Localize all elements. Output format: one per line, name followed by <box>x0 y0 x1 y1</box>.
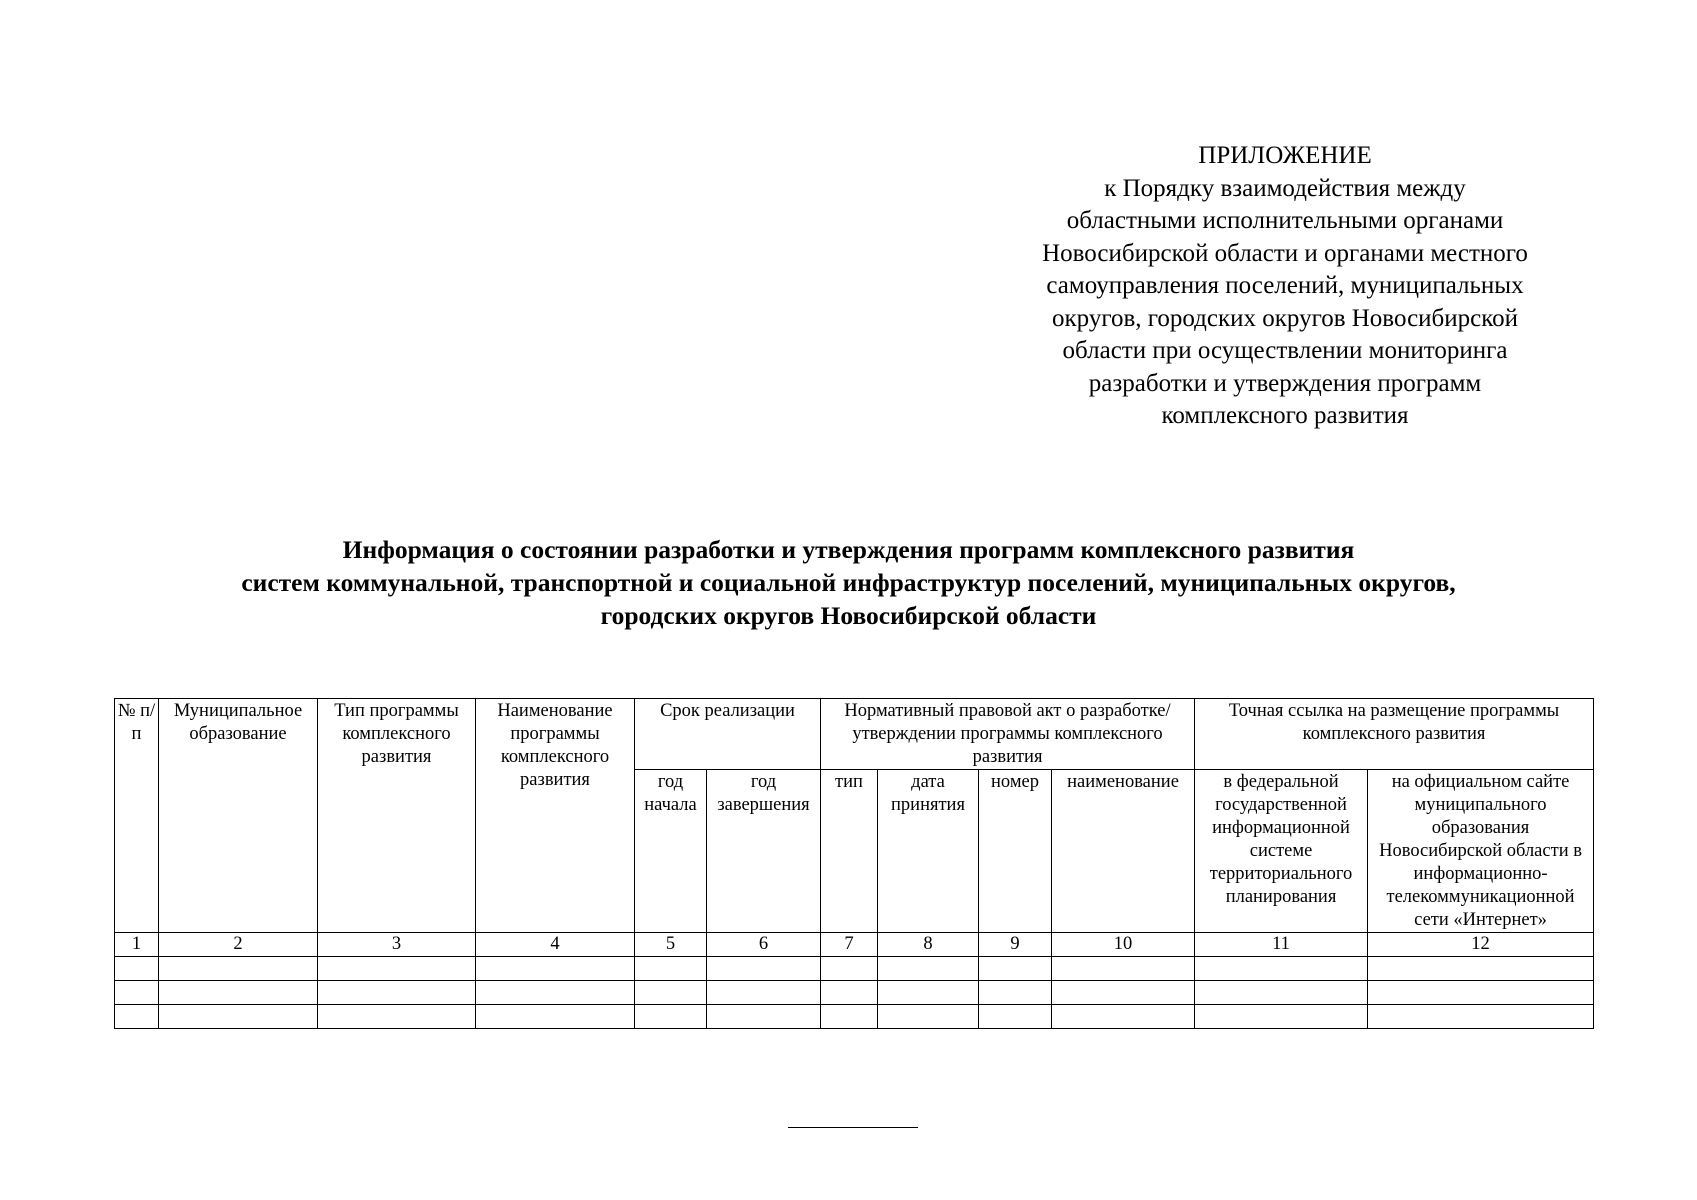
header-act-name: наименование <box>1052 770 1195 933</box>
empty-cell <box>476 981 635 1005</box>
header-row <box>115 699 1594 770</box>
column-number: 7 <box>821 933 878 957</box>
empty-cell <box>1368 981 1594 1005</box>
column-number: 9 <box>979 933 1052 957</box>
column-number: 10 <box>1052 933 1195 957</box>
title-line: городских округов Новосибирской области <box>600 601 1097 630</box>
column-number: 4 <box>476 933 635 957</box>
empty-cell <box>707 957 821 981</box>
empty-cell <box>318 957 476 981</box>
column-number: 5 <box>635 933 707 957</box>
column-number: 8 <box>878 933 979 957</box>
empty-cell <box>1195 1005 1368 1029</box>
empty-cell <box>476 1005 635 1029</box>
empty-cell <box>821 981 878 1005</box>
header-link-official: на официальном сайте муниципального образования Новосибирской области в информационно-телекоммуникационной сети «Интернет» <box>1368 770 1594 933</box>
header-act-number: номер <box>979 770 1052 933</box>
empty-cell <box>1368 957 1594 981</box>
empty-cell <box>318 981 476 1005</box>
empty-cell <box>635 957 707 981</box>
column-number: 12 <box>1368 933 1594 957</box>
appendix-line: разработки и утверждения программ <box>1088 369 1482 397</box>
empty-cell <box>1195 957 1368 981</box>
header-period-start: год начала <box>635 770 707 933</box>
empty-cell <box>707 981 821 1005</box>
header-num: № п/п <box>115 699 159 933</box>
header-program-name: Наименование программы комплексного развития <box>476 699 635 933</box>
column-number: 11 <box>1195 933 1368 957</box>
column-number-row <box>115 933 1594 957</box>
header-period-end: год завершения <box>707 770 821 933</box>
header-program-type: Тип программы комплексного развития <box>318 699 476 933</box>
empty-cell <box>979 1005 1052 1029</box>
empty-cell <box>159 957 318 981</box>
header-act-date: дата принятия <box>878 770 979 933</box>
empty-cell <box>878 1005 979 1029</box>
header-link-federal: в федеральной государственной информационной системе территориального планирования <box>1195 770 1368 933</box>
appendix-line: областными исполнительными органами <box>1066 207 1504 234</box>
end-divider <box>788 1127 918 1128</box>
empty-cell <box>159 1005 318 1029</box>
header-act: Нормативный правовой акт о разработке/утверждении программы комплексного развития <box>821 699 1195 770</box>
column-number: 2 <box>159 933 318 957</box>
empty-cell <box>115 1005 159 1029</box>
empty-cell <box>635 981 707 1005</box>
empty-cell <box>1052 957 1195 981</box>
empty-cell <box>707 1005 821 1029</box>
empty-row <box>115 981 1594 1005</box>
appendix-line: комплексного развития <box>1161 402 1409 429</box>
header-municipality: Муниципальное образование <box>159 699 318 933</box>
empty-cell <box>979 981 1052 1005</box>
appendix-heading: ПРИЛОЖЕНИЕ <box>1198 142 1372 169</box>
column-number: 1 <box>115 933 159 957</box>
empty-cell <box>476 957 635 981</box>
title-line: систем коммунальной, транспортной и социальной инфраструктур поселений, муниципальных округов, <box>241 568 1456 597</box>
empty-row <box>115 957 1594 981</box>
header-act-type: тип <box>821 770 878 933</box>
empty-cell <box>878 981 979 1005</box>
appendix-line: к Порядку взаимодействия между <box>1104 174 1466 202</box>
appendix-block <box>995 140 1575 433</box>
appendix-line: области при осуществлении мониторинга <box>1062 337 1508 364</box>
empty-cell <box>821 1005 878 1029</box>
title-line: Информация о состоянии разработки и утверждения программ комплексного развития <box>342 535 1355 564</box>
empty-cell <box>115 957 159 981</box>
empty-cell <box>878 957 979 981</box>
header-link: Точная ссылка на размещение программы комплексного развития <box>1195 699 1594 770</box>
monitoring-table <box>114 698 1594 1029</box>
empty-cell <box>635 1005 707 1029</box>
empty-cell <box>318 1005 476 1029</box>
empty-cell <box>979 957 1052 981</box>
column-number: 6 <box>707 933 821 957</box>
empty-cell <box>1052 981 1195 1005</box>
empty-cell <box>1052 1005 1195 1029</box>
empty-cell <box>1368 1005 1594 1029</box>
appendix-line: Новосибирской области и органами местного <box>1042 239 1528 267</box>
column-number: 3 <box>318 933 476 957</box>
empty-row <box>115 1005 1594 1029</box>
document-title <box>0 533 1697 632</box>
appendix-line: самоуправления поселений, муниципальных <box>1046 272 1524 299</box>
empty-cell <box>159 981 318 1005</box>
appendix-line: округов, городских округов Новосибирской <box>1052 304 1518 332</box>
empty-cell <box>821 957 878 981</box>
empty-cell <box>115 981 159 1005</box>
empty-cell <box>1195 981 1368 1005</box>
header-period: Срок реализации <box>635 699 821 770</box>
